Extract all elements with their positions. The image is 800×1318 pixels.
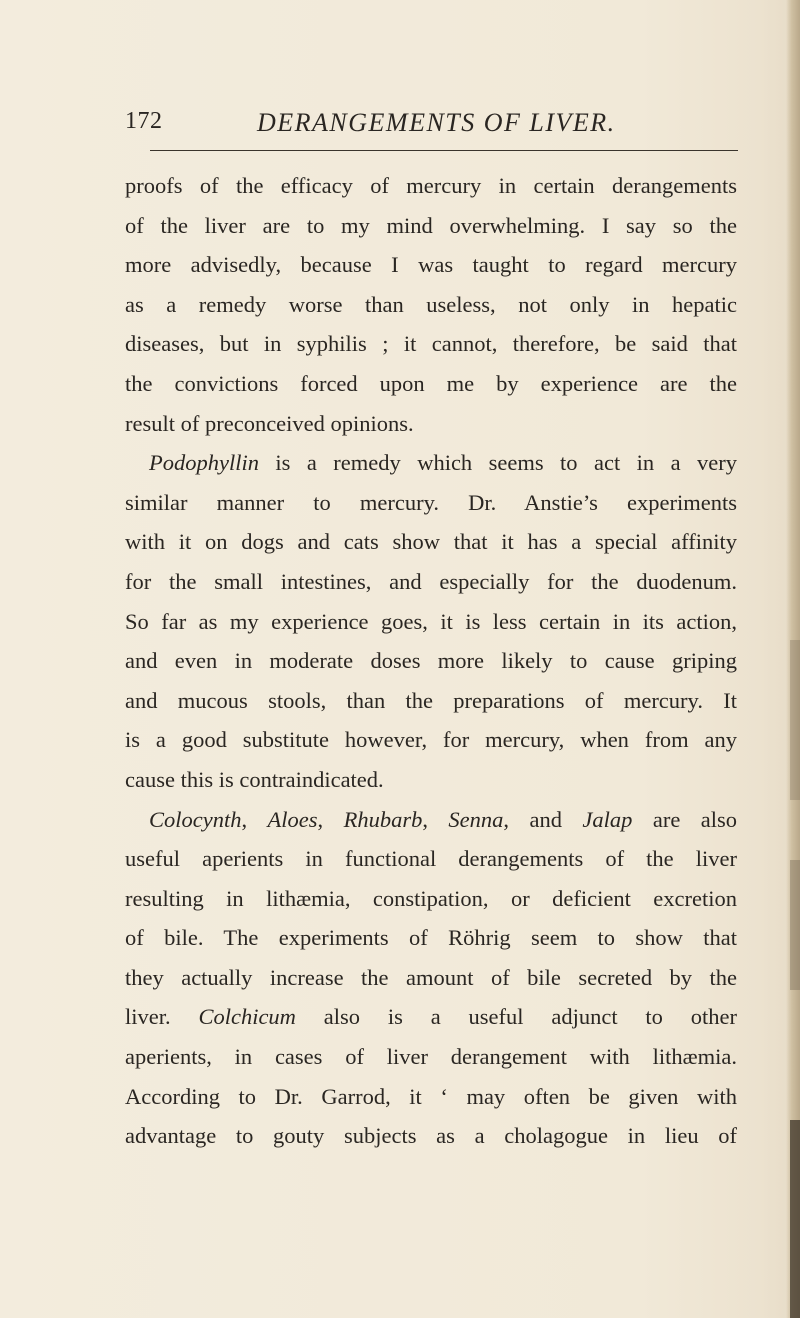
text-line: with it on dogs and cats show that it has a special affinity xyxy=(125,529,737,555)
text-line: diseases, but in syphilis ; it cannot, therefore, be said that xyxy=(125,331,737,357)
page-number: 172 xyxy=(125,108,163,134)
text-line: advantage to gouty subjects as a cholagogue in lieu of xyxy=(125,1123,737,1149)
text-line: cause this is contraindicated. xyxy=(125,766,384,792)
text-line: resulting in lithæmia, constipation, or deficient excretion xyxy=(125,885,737,911)
text-line: is a good substitute however, for mercury, when from any xyxy=(125,727,737,753)
italic-term: Podophyllin xyxy=(149,450,259,476)
edge-shadow xyxy=(790,1120,800,1318)
text-line: aperients, in cases of liver derangement with lithæmia. xyxy=(125,1044,737,1070)
text-line: as a remedy worse than useless, not only in hepatic xyxy=(125,291,737,317)
page-edge xyxy=(786,0,800,1318)
text-line: they actually increase the amount of bile secreted by the xyxy=(125,964,737,990)
header-rule xyxy=(150,150,738,151)
italic-term: Colchicum xyxy=(198,1004,296,1030)
text-line: the convictions forced upon me by experience are the xyxy=(125,370,737,396)
text-line: for the small intestines, and especially for the duodenum. xyxy=(125,568,737,594)
text-line: result of preconceived opinions. xyxy=(125,410,414,436)
text-line: useful aperients in functional derangements of the liver xyxy=(125,846,737,872)
edge-shadow xyxy=(790,640,800,800)
text-line: According to Dr. Garrod, it ‘ may often be given with xyxy=(125,1083,737,1109)
text-line: similar manner to mercury. Dr. Anstie’s experiments xyxy=(125,489,737,515)
edge-shadow xyxy=(790,860,800,990)
text-line: of bile. The experiments of Röhrig seem to show that xyxy=(125,925,737,951)
text-line: liver. Colchicum also is a useful adjunct to other xyxy=(125,1004,737,1030)
italic-term: Jalap xyxy=(582,806,633,832)
page-header xyxy=(125,108,735,148)
text-line: and mucous stools, than the preparations of mercury. It xyxy=(125,687,737,713)
italic-term: Colocynth xyxy=(149,806,242,832)
body-text xyxy=(125,166,737,1156)
text-line: proofs of the efficacy of mercury in certain derangements xyxy=(125,173,737,198)
running-title: DERANGEMENTS OF LIVER. xyxy=(257,108,616,137)
text-line: Colocynth, Aloes, Rhubarb, Senna, and Jalap are also xyxy=(149,806,737,832)
italic-term: Rhubarb xyxy=(343,806,423,832)
text-line: of the liver are to my mind overwhelming. I say so the xyxy=(125,212,737,238)
text-line: and even in moderate doses more likely to cause griping xyxy=(125,648,737,674)
text-line: Podophyllin is a remedy which seems to act in a very xyxy=(149,450,737,476)
italic-term: Aloes xyxy=(267,806,318,832)
text-line: So far as my experience goes, it is less certain in its action, xyxy=(125,608,737,634)
text-line: more advisedly, because I was taught to regard mercury xyxy=(125,252,737,278)
italic-term: Senna xyxy=(448,806,504,832)
